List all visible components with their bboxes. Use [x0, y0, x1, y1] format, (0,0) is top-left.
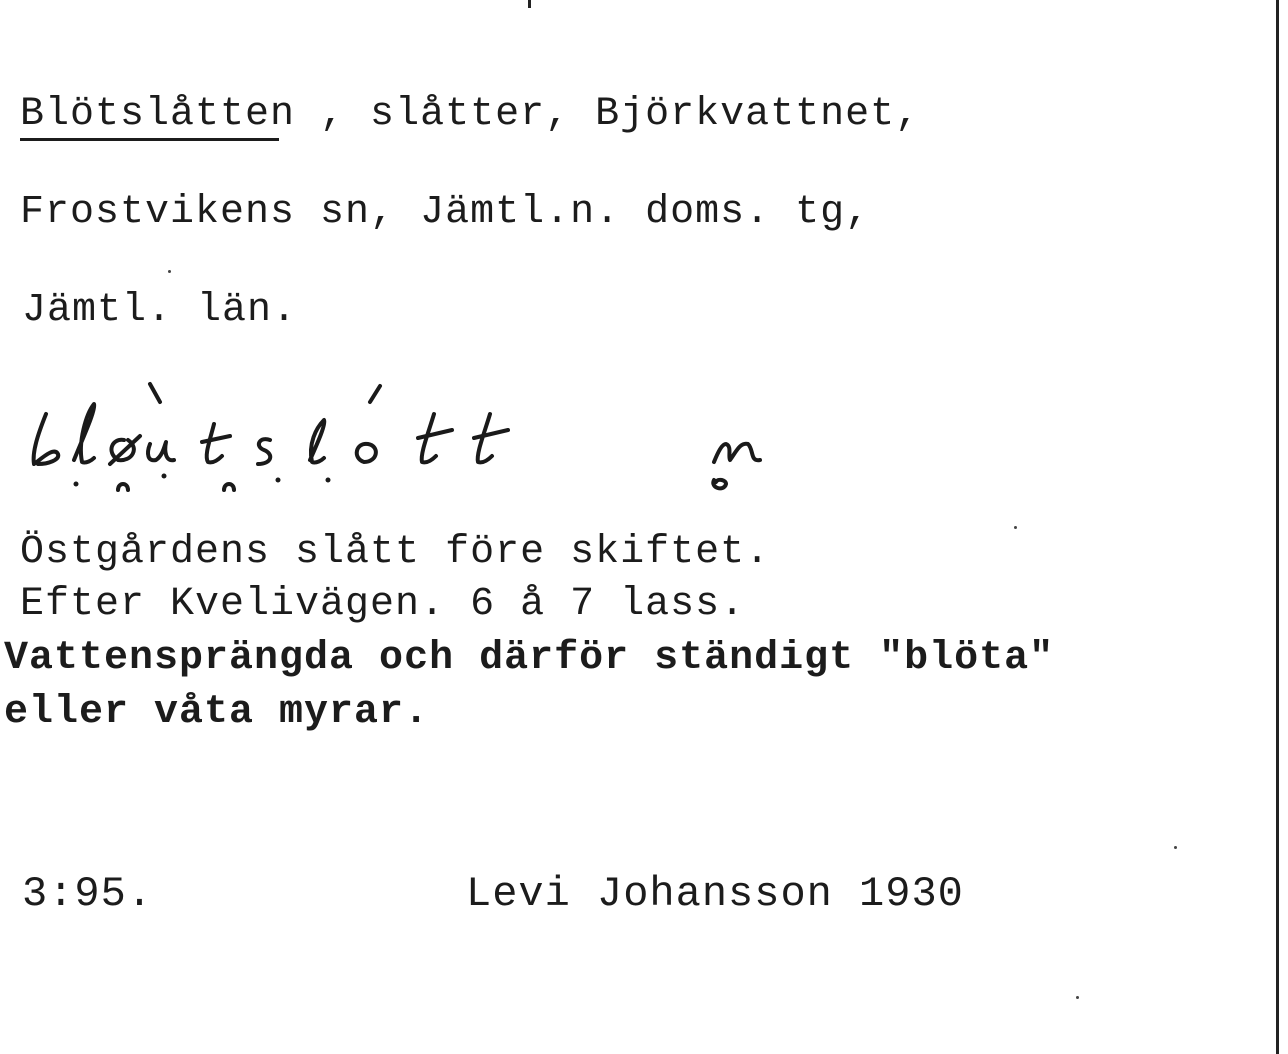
author-signature: Levi Johansson 1930	[466, 870, 964, 918]
header-line	[20, 92, 920, 137]
note-line-2: Efter Kvelivägen. 6 å 7 lass.	[20, 582, 746, 627]
note-line-1: Östgårdens slått före skiftet.	[20, 530, 771, 575]
card-right-edge	[1276, 0, 1279, 1054]
headword-text: Blötslåtten	[20, 92, 296, 137]
parish-line: Frostvikens sn, Jämtl.n. doms. tg,	[20, 190, 871, 235]
note-line-4: eller våta myrar.	[4, 690, 430, 735]
dust-speck	[168, 270, 171, 273]
headword-underline	[20, 138, 279, 141]
note-line-3: Vattensprängda och därför ständigt "blöta"	[4, 636, 1055, 681]
dust-speck	[1076, 996, 1079, 999]
handwritten-phonetic-transcription	[24, 380, 764, 510]
county-line: Jämtl. län.	[22, 288, 298, 333]
dust-speck	[1174, 846, 1177, 849]
header-rest: , slåtter, Björkvattnet,	[295, 92, 921, 137]
top-edge-mark	[528, 0, 531, 8]
dust-speck	[1014, 526, 1017, 529]
reference-number: 3:95.	[22, 870, 154, 918]
headword	[20, 92, 295, 137]
